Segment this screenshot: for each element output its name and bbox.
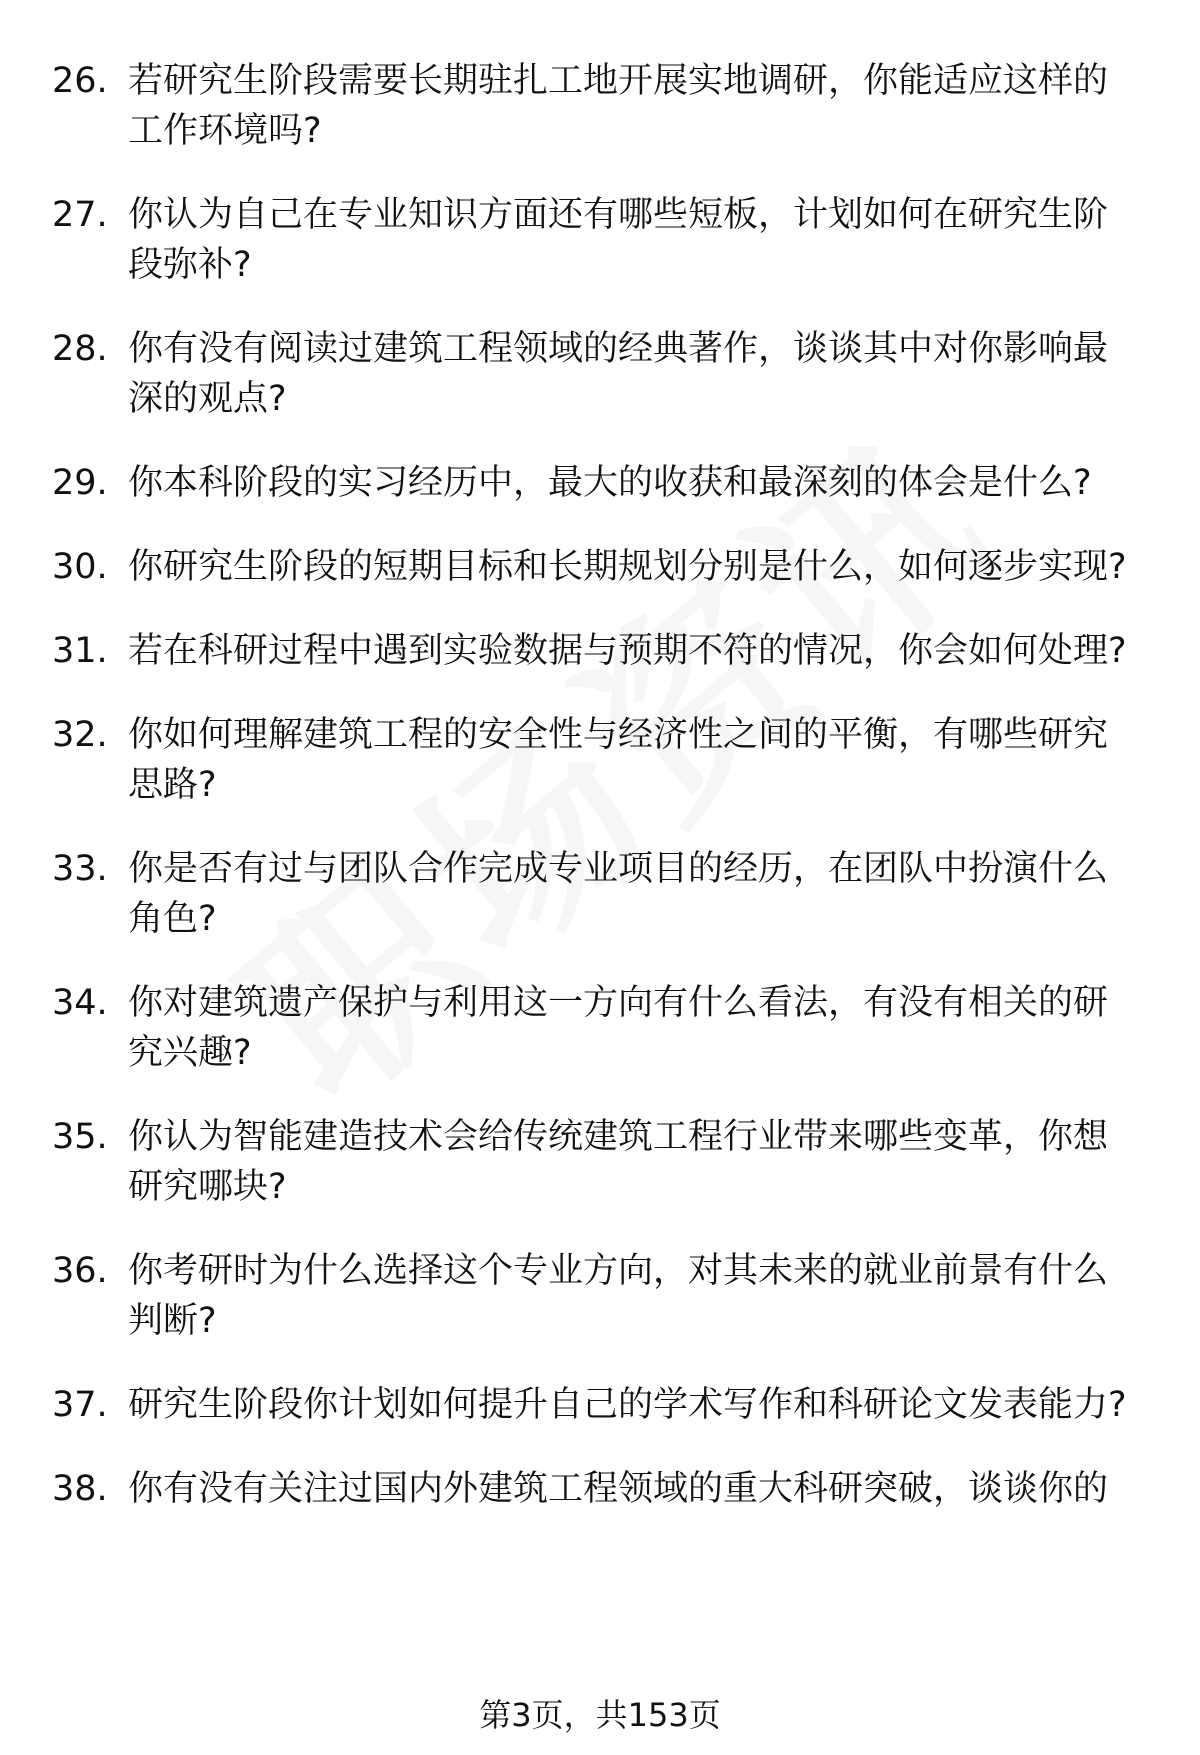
question-text: 你考研时为什么选择这个专业方向，对其未来的就业前景有什么判断? [128, 1251, 1109, 1341]
question-number: 31. [52, 631, 108, 671]
question-text: 你认为自己在专业知识方面还有哪些短板，计划如何在研究生阶段弥补? [128, 195, 1109, 285]
question-number: 34. [52, 983, 108, 1023]
question-number: 28. [52, 329, 108, 369]
question-number: 27. [52, 195, 108, 235]
question-item [0, 844, 1200, 944]
question-number: 30. [52, 547, 108, 587]
question-text: 研究生阶段你计划如何提升自己的学术写作和科研论文发表能力? [128, 1385, 1127, 1425]
question-text: 你认为智能建造技术会给传统建筑工程行业带来哪些变革，你想研究哪块? [128, 1117, 1109, 1207]
question-item [0, 1464, 1200, 1514]
question-number: 37. [52, 1385, 108, 1425]
question-item [0, 710, 1200, 810]
question-item [0, 542, 1200, 592]
question-item [0, 626, 1200, 676]
question-number: 26. [52, 61, 108, 101]
question-item [0, 1112, 1200, 1212]
question-item [0, 458, 1200, 508]
question-text: 你研究生阶段的短期目标和长期规划分别是什么，如何逐步实现? [128, 547, 1127, 587]
page-number-footer: 第3页，共153页 [479, 1696, 721, 1734]
question-text: 你有没有阅读过建筑工程领域的经典著作，谈谈其中对你影响最深的观点? [128, 329, 1109, 419]
question-text: 你对建筑遗产保护与利用这一方向有什么看法，有没有相关的研究兴趣? [128, 983, 1109, 1073]
question-item [0, 1380, 1200, 1430]
question-text: 你本科阶段的实习经历中，最大的收获和最深刻的体会是什么? [128, 463, 1092, 503]
question-item [0, 324, 1200, 424]
question-text: 你有没有关注过国内外建筑工程领域的重大科研突破，谈谈你的 [128, 1469, 1109, 1509]
question-number: 33. [52, 849, 108, 889]
question-text: 你如何理解建筑工程的安全性与经济性之间的平衡，有哪些研究思路? [128, 715, 1109, 805]
question-item [0, 1246, 1200, 1346]
question-number: 36. [52, 1251, 108, 1291]
question-item [0, 978, 1200, 1078]
question-item [0, 190, 1200, 290]
question-item [0, 56, 1200, 156]
question-number: 29. [52, 463, 108, 503]
question-list [0, 56, 1200, 1548]
question-number: 38. [52, 1469, 108, 1509]
question-text: 若研究生阶段需要长期驻扎工地开展实地调研，你能适应这样的工作环境吗? [128, 61, 1109, 151]
question-number: 32. [52, 715, 108, 755]
question-number: 35. [52, 1117, 108, 1157]
question-text: 你是否有过与团队合作完成专业项目的经历，在团队中扮演什么角色? [128, 849, 1109, 939]
question-text: 若在科研过程中遇到实验数据与预期不符的情况，你会如何处理? [128, 631, 1127, 671]
